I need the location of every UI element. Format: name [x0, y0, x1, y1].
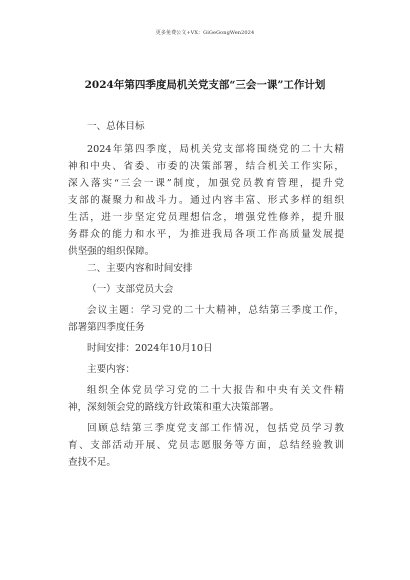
content-item-review	[68, 420, 344, 471]
main-content-label: 主要内容：	[87, 364, 135, 375]
paragraph-line: 会议主题：学习党的二十大精神，总结第三季度工作，	[87, 305, 344, 316]
paragraph-line: 生活，进一步坚定党员理想信念，增强党性修养，提升服	[68, 212, 344, 223]
meeting-time: 时间安排：2024年10月10日	[87, 343, 213, 354]
section-heading-content: 二、主要内容和时间安排	[87, 263, 193, 274]
paragraph-line: 部署第四季度任务	[68, 322, 145, 333]
sub-heading-party-meeting: （一）支部党员大会	[87, 284, 174, 295]
paragraph-line: 支部的凝聚力和战斗力。通过内容丰富、形式多样的组织	[68, 195, 344, 206]
header-note: 更多免费公文+VX：GiGeGongWen2024	[155, 30, 255, 36]
paragraph-line: 务群众的能力和水平，为推进我局各项工作高质量发展提	[68, 229, 344, 240]
meeting-topic-paragraph	[68, 302, 344, 336]
section-heading-goals: 一、总体目标	[87, 121, 145, 132]
paragraph-line: 育、支部活动开展、党员志愿服务等方面，总结经验教训	[68, 440, 344, 451]
paragraph-line: 2024年第四季度，局机关党支部将围绕党的二十大精	[87, 144, 344, 155]
paragraph-line: 组织全体党员学习党的二十大报告和中央有关文件精	[87, 385, 344, 396]
paragraph-line: 深入落实“三会一课”制度，加强党员教育管理，提升党	[68, 178, 344, 189]
paragraph-line: 供坚强的组织保障。	[68, 246, 155, 257]
goals-paragraph	[68, 141, 344, 260]
document-title: 2024年第四季度局机关党支部“三会一课”工作计划	[84, 79, 326, 91]
paragraph-line: 神，深刻领会党的路线方针政策和重大决策部署。	[68, 402, 280, 413]
content-item-study	[68, 382, 344, 416]
document-body	[68, 118, 344, 471]
paragraph-line: 回顾总结第三季度党支部工作情况，包括党员学习教	[87, 423, 344, 434]
paragraph-line: 神和中央、省委、市委的决策部署，结合机关工作实际，	[68, 161, 344, 172]
paragraph-line: 查找不足。	[68, 457, 116, 468]
